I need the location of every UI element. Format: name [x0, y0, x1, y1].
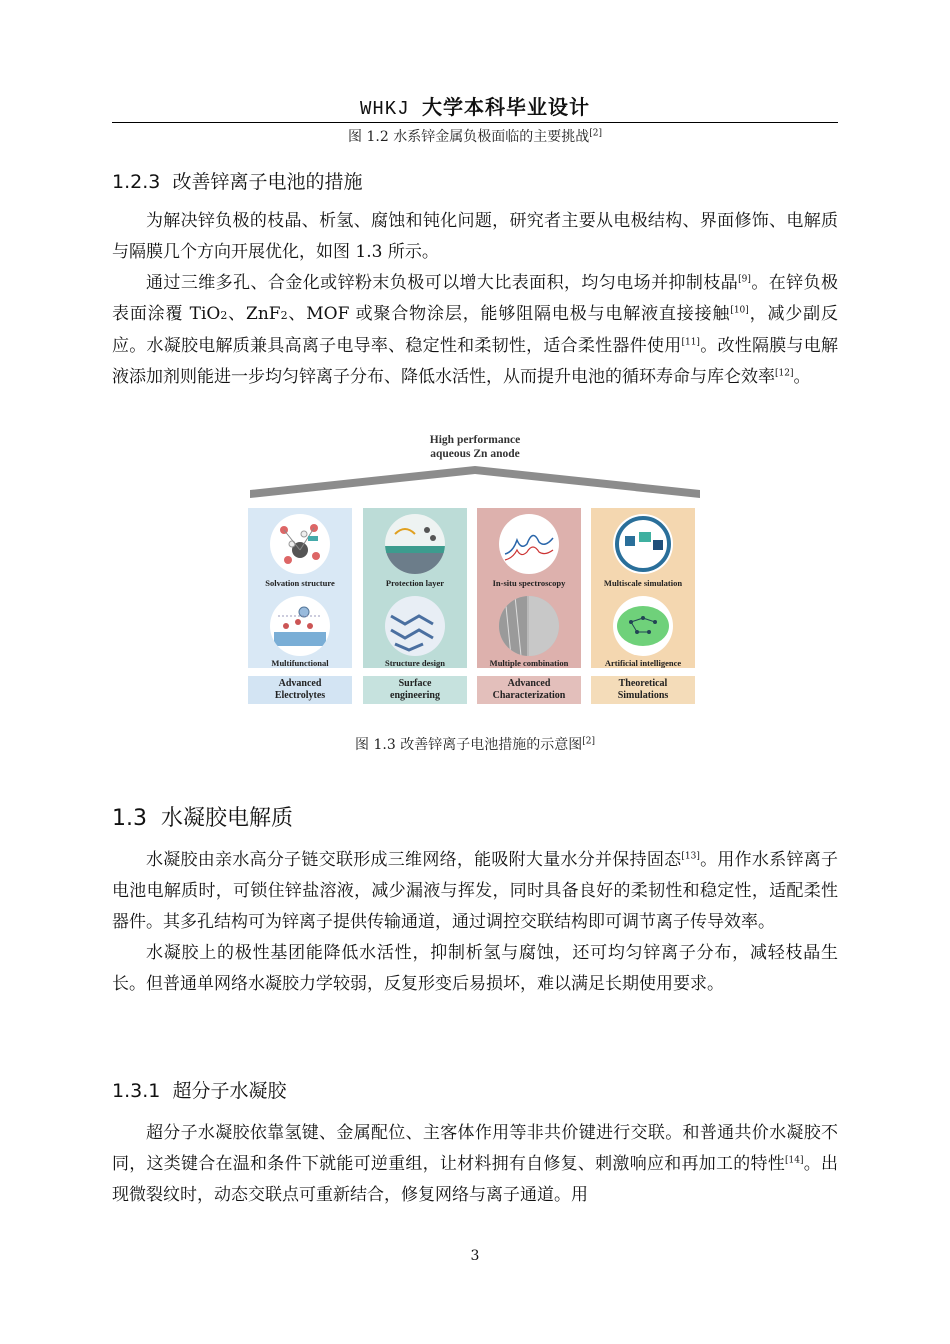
multiscale-simulation-image [613, 514, 673, 574]
header-latin: WHKJ [359, 98, 422, 120]
fig12-caption-text: 图 1.2 水系锌金属负极面临的主要挑战 [348, 129, 590, 145]
paragraph-supramolecular [112, 1118, 838, 1211]
text-run: 水凝胶由亲水高分子链交联形成三维网络，能吸附大量水分并保持固态 [146, 850, 682, 870]
label-line2: Characterization [492, 690, 566, 701]
header-chinese: 大学本科毕业设计 [422, 95, 590, 119]
body-text-block-2 [112, 845, 838, 1000]
text-run: 通过三维多孔、合金化或锌粉末负极可以增大比表面积，均匀电场并抑制枝晶 [146, 273, 739, 293]
label-surface-engineering [363, 676, 467, 704]
citation: [9] [738, 274, 751, 285]
caption-multiscale-simulation: Multiscale simulation [603, 578, 683, 588]
text-run: 、MOF 或聚合物涂层，能够阻隔电极与电解液直接接触 [287, 304, 731, 324]
section-title: 超分子水凝胶 [172, 1080, 287, 1102]
label-line1: Theoretical [618, 678, 668, 689]
text-run: 。改性隔膜与电解液添加剂则能进一步均匀锌离子分布、降低水活性，从而提升电池的循环寿命与库仑效率 [112, 336, 839, 387]
section-number: 1.3 [112, 806, 147, 831]
caption-in-situ-spectroscopy: In-situ spectroscopy [492, 578, 566, 588]
text-run: 超分子水凝胶依靠氢键、金属配位、主客体作用等非共价键进行交联。和普通共价水凝胶不同，这类键合在温和条件下就能可逆重组，让材料拥有自修复、刺激响应和再加工的特性 [112, 1123, 838, 1174]
label-advanced-characterization [477, 676, 581, 704]
paragraph-measures-detail [112, 268, 838, 393]
text-run: 、ZnF [227, 304, 281, 324]
column-simulations [591, 508, 695, 700]
label-line1: Advanced [278, 678, 322, 689]
roof-shape [248, 462, 702, 502]
caption-multiple-combination: Multiple combination [489, 658, 569, 668]
figure-1-3 [248, 428, 702, 708]
subscript: 2 [220, 309, 228, 322]
caption-protection-layer: Protection layer [385, 578, 445, 588]
caption-multifunctional: Multifunctional [271, 658, 329, 668]
citation: [13] [681, 851, 700, 862]
structure-design-image [385, 596, 445, 656]
paragraph-hydrogel-polar: 水凝胶上的极性基团能降低水活性，抑制析氢与腐蚀，还可均匀锌离子分布，减轻枝晶生长。但普通单网络水凝胶力学较弱，反复形变后易损坏，难以满足长期使用要求。 [112, 943, 838, 994]
caption-structure-design: Structure design [384, 658, 446, 668]
section-number: 1.3.1 [112, 1080, 161, 1102]
fig13-caption-text: 图 1.3 改善锌离子电池措施的示意图 [355, 737, 583, 753]
protection-layer-image [385, 514, 445, 574]
paragraph-measures-intro: 为解决锌负极的枝晶、析氢、腐蚀和钝化问题，研究者主要从电极结构、界面修饰、电解质与隔膜几个方向开展优化，如图 1.3 所示。 [112, 211, 838, 262]
text-run: 。在锌负极表面涂覆 TiO [112, 273, 839, 324]
section-heading-1-3 [112, 801, 293, 832]
fig12-citation: [2] [589, 128, 602, 139]
section-title: 改善锌离子电池的措施 [172, 171, 363, 193]
label-theoretical-simulations [591, 676, 695, 704]
label-line1: Advanced [507, 678, 551, 689]
label-advanced-electrolytes [248, 676, 352, 704]
artificial-intelligence-image [613, 596, 673, 656]
caption-artificial-intelligence: Artificial intelligence [604, 658, 682, 668]
label-line2: Simulations [617, 690, 669, 701]
text-run: ，减少副反应。水凝胶电解质兼具高离子电导率、稳定性和柔韧性，适合柔性器件使用 [112, 304, 839, 356]
subscript: 2 [280, 309, 288, 322]
column-surface-engineering [363, 508, 467, 700]
section-title: 水凝胶电解质 [161, 806, 294, 831]
citation: [10] [730, 305, 749, 316]
in-situ-spectroscopy-image [499, 514, 559, 574]
caption-solvation-structure: Solvation structure [265, 578, 335, 588]
body-text-block-1 [112, 206, 838, 393]
page-header [112, 92, 838, 123]
panel [477, 508, 581, 668]
panel [363, 508, 467, 668]
figure-title-line1: High performance [429, 434, 521, 446]
section-number: 1.2.3 [112, 171, 161, 193]
label-line2: engineering [390, 690, 440, 701]
fig12-caption [112, 126, 838, 146]
paragraph-hydrogel-intro [112, 845, 838, 938]
column-electrolytes [248, 508, 352, 700]
page-number: 3 [470, 1248, 480, 1264]
label-line1: Surface [398, 678, 432, 689]
section-heading-1-3-1 [112, 1076, 286, 1103]
text-run: 。出现微裂纹时，动态交联点可重新结合，修复网络与离子通道。用 [112, 1154, 839, 1205]
citation: [12] [775, 368, 794, 379]
solvation-image [270, 514, 330, 574]
citation: [14] [785, 1155, 804, 1166]
multifunctional-image [270, 596, 330, 656]
fig13-citation: [2] [582, 736, 595, 747]
figure-title-line2: aqueous Zn anode [430, 448, 520, 460]
text-run: 。用作水系锌离子电池电解质时，可锁住锌盐溶液，减少漏液与挥发，同时具备良好的柔韧性和稳定性，适配柔性器件。其多孔结构可为锌离子提供传输通道，通过调控交联结构即可调节离子传导效率。 [112, 850, 839, 932]
text-run: 。 [793, 367, 811, 387]
label-line2: Electrolytes [274, 690, 326, 701]
citation: [11] [681, 337, 700, 348]
column-characterization [477, 508, 581, 700]
panel [591, 508, 695, 668]
figure-title [248, 433, 702, 461]
multiple-combination-image [499, 596, 559, 656]
fig13-caption [112, 734, 838, 754]
section-heading-1-2-3 [112, 167, 362, 194]
panel [248, 508, 352, 668]
body-text-block-3 [112, 1118, 838, 1211]
